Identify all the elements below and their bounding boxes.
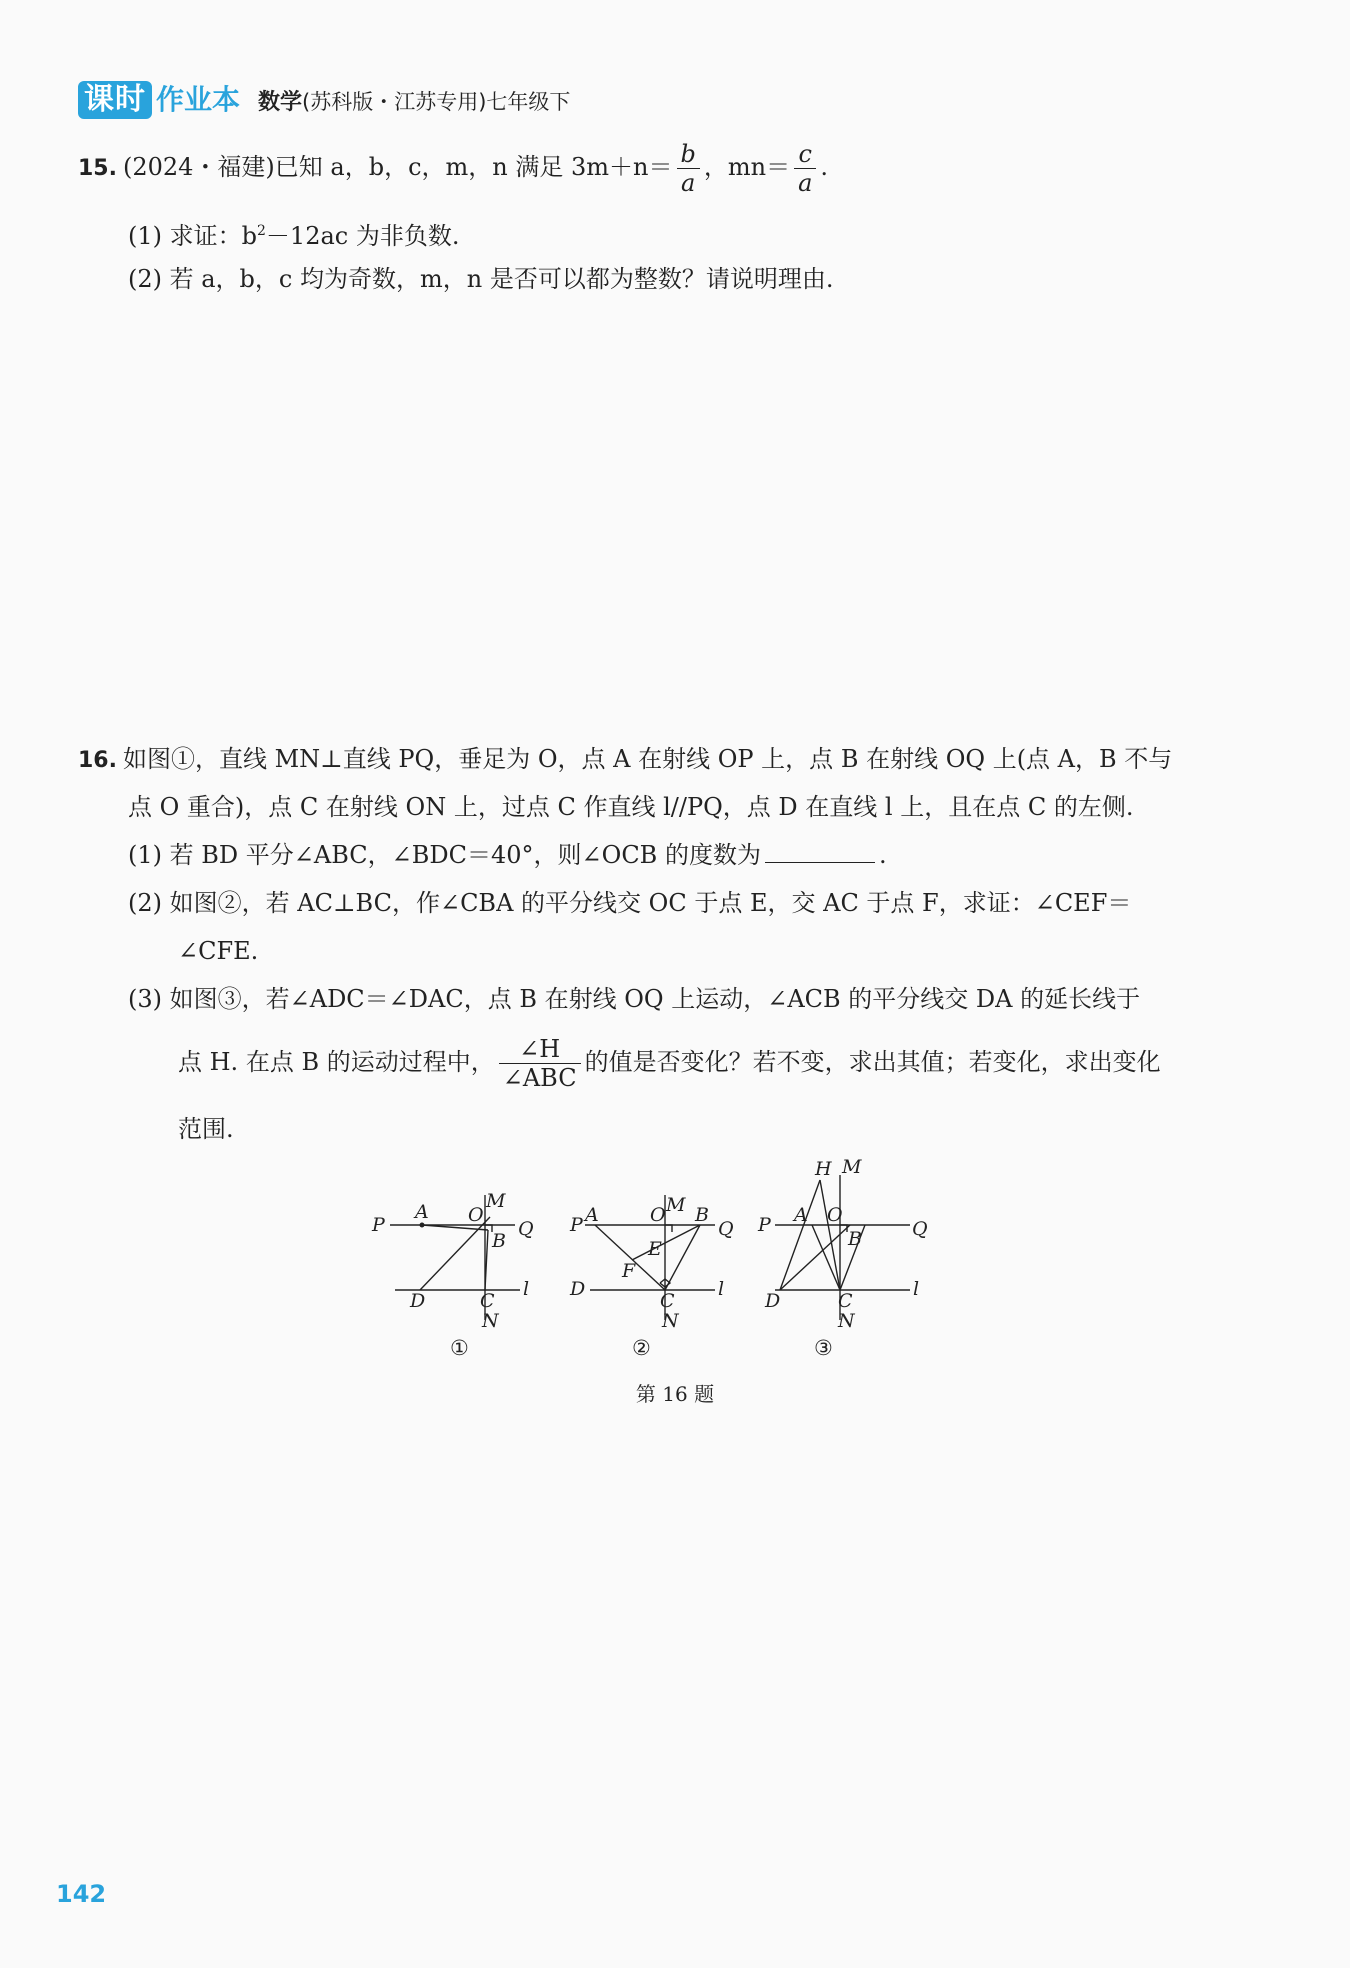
logo-text: 作业本 bbox=[156, 83, 241, 116]
edition-title: (苏科版・江苏专用)七年级下 bbox=[302, 90, 571, 114]
label-Q: Q bbox=[718, 1218, 734, 1240]
question-number: 16. bbox=[78, 748, 117, 773]
fraction: $\frac{c}{a}$ bbox=[794, 140, 816, 197]
label-A: A bbox=[415, 1201, 429, 1223]
label-B: B bbox=[492, 1230, 506, 1252]
label-N: N bbox=[482, 1310, 499, 1332]
label-M: M bbox=[666, 1194, 686, 1216]
label-C: C bbox=[660, 1290, 675, 1312]
label-M: M bbox=[842, 1156, 862, 1178]
page-number: 142 bbox=[56, 1880, 107, 1908]
label-Q: Q bbox=[518, 1218, 534, 1240]
label-l: l bbox=[718, 1278, 725, 1300]
subject-title: 数学 bbox=[258, 90, 303, 115]
question-16-part-3-end: 范围. bbox=[178, 1115, 234, 1143]
question-15-stem: 15. (2024・福建)已知 a，b，c，m，n 满足 3m＋n＝ $\frac{b}{a}$ ，mn＝ $\frac{c}{a}$ . bbox=[78, 140, 829, 197]
page-header bbox=[78, 78, 570, 118]
question-source: (2024・福建) bbox=[122, 153, 275, 181]
figure-3-label: ③ bbox=[814, 1336, 833, 1360]
label-l: l bbox=[523, 1278, 530, 1300]
question-16-part-2-cont: ∠CFE. bbox=[178, 937, 259, 965]
question-15-part-2: (2) 若 a，b，c 均为奇数，m，n 是否可以都为整数？请说明理由. bbox=[128, 265, 834, 293]
fraction: $\frac{b}{a}$ bbox=[677, 140, 700, 197]
label-P: P bbox=[758, 1214, 771, 1236]
label-B: B bbox=[695, 1204, 709, 1226]
question-number: 15. bbox=[78, 156, 117, 181]
question-16-stem-line2: 点 O 重合)，点 C 在射线 ON 上，过点 C 作直线 l//PQ，点 D 在直线 l 上，且在点 C 的左侧. bbox=[128, 793, 1134, 821]
question-text: 已知 a，b，c，m，n 满足 3m＋n＝ bbox=[274, 153, 673, 181]
label-E: E bbox=[648, 1238, 662, 1260]
question-16-part-2: (2) 如图②，若 AC⊥BC，作∠CBA 的平分线交 OC 于点 E，交 AC 于点 F，求证：∠CEF＝ bbox=[128, 889, 1132, 917]
label-P: P bbox=[372, 1214, 385, 1236]
label-O: O bbox=[827, 1204, 843, 1226]
question-16-part-3-cont: 点 H. 在点 B 的运动过程中， $\frac{\angle H}{\text{∠ABC}}$ 的值是否变化？若不变，求出其值；若变化，求出变化 bbox=[178, 1035, 1161, 1092]
label-D: D bbox=[570, 1278, 586, 1300]
question-16-part-1: (1) 若 BD 平分∠ABC，∠BDC＝40°，则∠OCB 的度数为 . bbox=[128, 838, 887, 872]
label-F: F bbox=[622, 1260, 636, 1282]
label-D: D bbox=[410, 1290, 426, 1312]
answer-blank[interactable] bbox=[765, 838, 875, 863]
label-M: M bbox=[486, 1190, 506, 1212]
question-16-figures bbox=[370, 1155, 1030, 1395]
label-O: O bbox=[468, 1204, 484, 1226]
label-P: P bbox=[570, 1214, 583, 1236]
label-C: C bbox=[480, 1290, 495, 1312]
label-O: O bbox=[650, 1204, 666, 1226]
fraction: $\frac{\angle H}{\text{∠ABC}}$ bbox=[499, 1035, 581, 1092]
label-D: D bbox=[765, 1290, 781, 1312]
question-15-part-1: (1) 求证：$b^2-12ac$ 为非负数. bbox=[128, 222, 460, 250]
logo-mark: 课时 bbox=[78, 81, 152, 119]
label-N: N bbox=[838, 1310, 855, 1332]
label-H: H bbox=[815, 1158, 832, 1180]
figure-caption: 第 16 题 bbox=[635, 1382, 715, 1406]
figure-1-label: ① bbox=[450, 1336, 469, 1360]
figure-2-label: ② bbox=[632, 1336, 651, 1360]
label-C: C bbox=[838, 1290, 853, 1312]
label-B: B bbox=[848, 1228, 862, 1250]
label-Q: Q bbox=[912, 1218, 928, 1240]
label-A: A bbox=[794, 1204, 808, 1226]
label-N: N bbox=[662, 1310, 679, 1332]
question-16-part-3: (3) 如图③，若∠ADC＝∠DAC，点 B 在射线 OQ 上运动，∠ACB 的平分线交 DA 的延长线于 bbox=[128, 985, 1141, 1013]
label-l: l bbox=[913, 1278, 920, 1300]
question-16-stem-line1: 16. 如图①，直线 MN⊥直线 PQ，垂足为 O，点 A 在射线 OP 上，点 B 在射线 OQ 上(点 A，B 不与 bbox=[78, 745, 1173, 773]
label-A: A bbox=[585, 1204, 599, 1226]
